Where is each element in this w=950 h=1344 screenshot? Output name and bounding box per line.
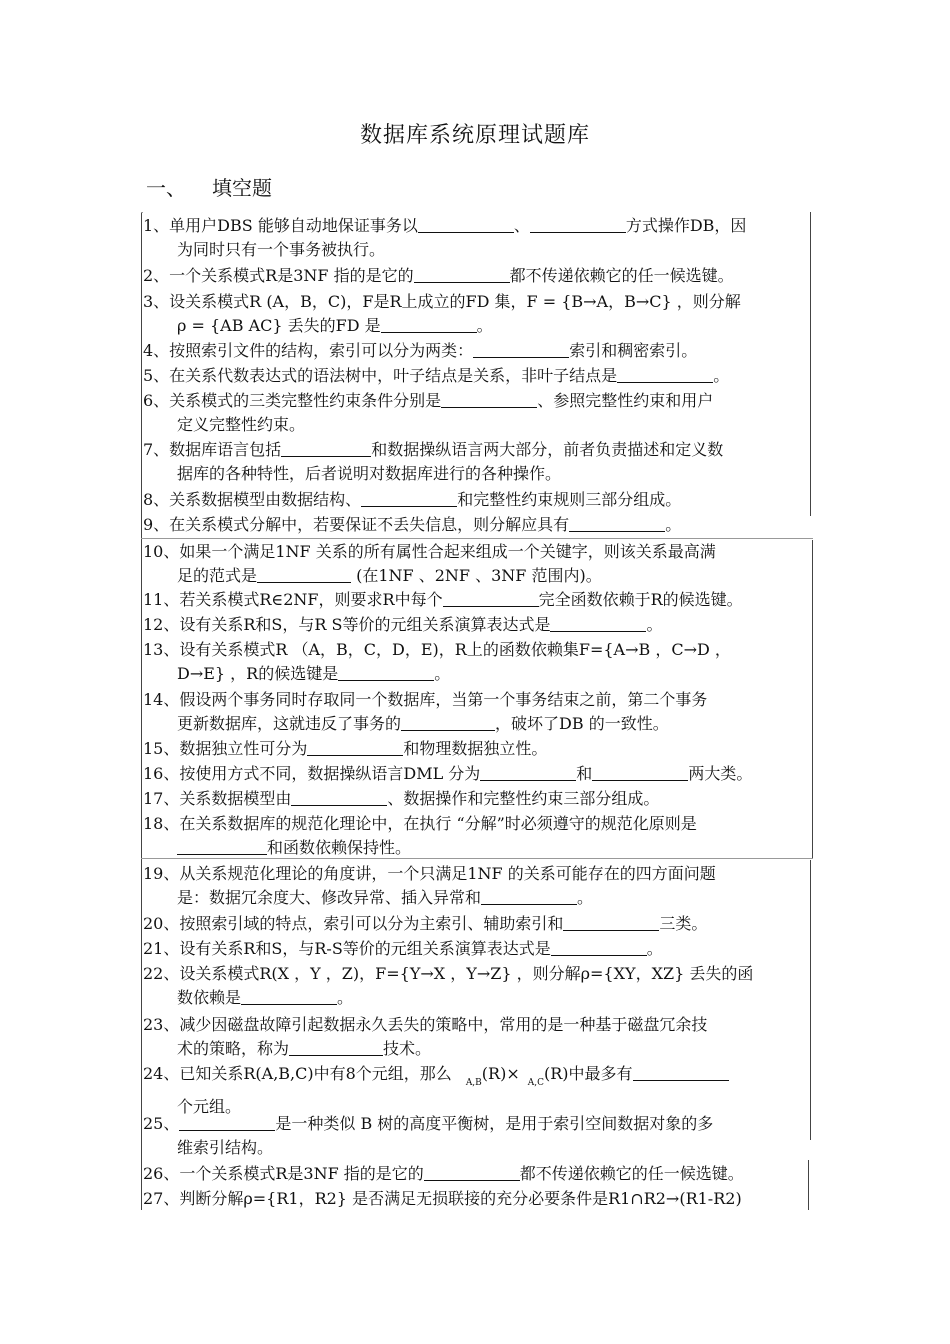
answer-blank[interactable] <box>414 266 510 283</box>
answer-blank[interactable] <box>481 888 577 905</box>
question-6: 6、关系模式的三类完整性约束条件分别是 、参照完整性约束和用户 定义完整性约束。 <box>143 391 714 434</box>
question-22: 22、设关系模式R(X ，Y ，Z)，F={Y→X ，Y→Z} ，则分解ρ={XY，XZ} 丢失的函 数依赖是 。 <box>143 964 754 1007</box>
question-10: 10、如果一个满足1NF 关系的所有属性合起来组成一个关键字，则该关系最高满 足的范式是 (在1NF 、2NF 、3NF 范围内)。 <box>143 542 716 585</box>
answer-blank[interactable] <box>281 440 371 457</box>
answer-blank[interactable] <box>401 714 495 731</box>
answer-blank[interactable] <box>418 216 514 233</box>
answer-blank[interactable] <box>177 838 267 855</box>
question-12: 12、设有关系R和S，与R S等价的元组关系演算表达式是 。 <box>143 615 663 634</box>
page-title: 数据库系统原理试题库 <box>359 123 590 148</box>
question-1: 1、单用户DBS 能够自动地保证事务以 、 方式操作DB，因 为同时只有一个事务被执行。 <box>143 216 747 259</box>
question-17: 17、关系数据模型由 、数据操作和完整性约束三部分组成。 <box>143 789 660 808</box>
question-13: 13、设有关系模式R （A，B，C，D，E)，R上的函数依赖集F={A→B ，C→D ， D→E} ，R的候选键是 。 <box>143 640 731 683</box>
answer-blank[interactable] <box>530 216 626 233</box>
question-20: 20、按照索引域的特点，索引可以分为主索引、辅助索引和 三类。 <box>143 914 708 933</box>
section-heading <box>146 172 272 201</box>
answer-blank[interactable] <box>550 615 646 632</box>
question-24: 24、已知关系R(A,B,C)中有8个元组，那么 $_{A,B}$(R)× $_{A,C}$(R)中最多有 个元组。 <box>143 1062 813 1119</box>
table-border-left <box>141 212 142 1210</box>
answer-blank[interactable] <box>179 1114 275 1131</box>
question-9: 9、在关系模式分解中，若要保证不丢失信息，则分解应具有 。 <box>143 515 682 534</box>
question-23: 23、减少因磁盘故障引起数据永久丢失的策略中，常用的是一种基于磁盘冗余技 术的策略，称为 技术。 <box>143 1015 708 1058</box>
answer-blank[interactable] <box>424 1164 520 1181</box>
answer-blank[interactable] <box>381 316 477 333</box>
question-8: 8、关系数据模型由数据结构、 和完整性约束规则三部分组成。 <box>143 490 682 509</box>
question-7: 7、数据库语言包括 和数据操纵语言两大部分，前者负责描述和定义数 据库的各种特性，后者说明对数据库进行的各种操作。 <box>143 440 724 483</box>
question-14: 14、假设两个事务同时存取同一个数据库，当第一个事务结束之前，第二个事务 更新数据库，这就违反了事务的 ，破坏了DB 的一致性。 <box>143 690 708 733</box>
answer-blank[interactable] <box>473 341 569 358</box>
answer-blank[interactable] <box>443 590 539 607</box>
question-27: 27、判断分解ρ={R1，R2} 是否满足无损联接的充分必要条件是R1∩R2→(R1-R2) <box>143 1189 742 1208</box>
answer-blank[interactable] <box>592 764 688 781</box>
answer-blank[interactable] <box>480 764 576 781</box>
question-19: 19、从关系规范化理论的角度讲，一个只满足1NF 的关系可能存在的四方面问题 是：数据冗余度大、修改异常、插入异常和 。 <box>143 864 716 907</box>
table-border-top <box>141 212 143 213</box>
answer-blank[interactable] <box>569 515 665 532</box>
answer-blank[interactable] <box>338 664 434 681</box>
section-title: 填空题 <box>212 176 272 200</box>
answer-blank[interactable] <box>361 490 457 507</box>
answer-blank[interactable] <box>307 739 403 756</box>
answer-blank[interactable] <box>633 1064 729 1081</box>
question-16: 16、按使用方式不同，数据操纵语言DML 分为 和 两大类。 <box>143 764 753 783</box>
question-25: 25、 是一种类似 B 树的高度平衡树，是用于索引空间数据对象的多 维索引结构。 <box>143 1114 714 1157</box>
question-2: 2、一个关系模式R是3NF 指的是它的 都不传递依赖它的任一候选键。 <box>143 266 734 285</box>
question-15: 15、数据独立性可分为 和物理数据独立性。 <box>143 739 548 758</box>
answer-blank[interactable] <box>563 914 659 931</box>
question-4: 4、按照索引文件的结构，索引可以分为两类： 索引和稠密索引。 <box>143 341 698 360</box>
question-26: 26、一个关系模式R是3NF 指的是它的 都不传递依赖它的任一候选键。 <box>143 1164 744 1183</box>
answer-blank[interactable] <box>289 1039 383 1056</box>
answer-blank[interactable] <box>241 988 337 1005</box>
answer-blank[interactable] <box>441 391 537 408</box>
row-divider <box>141 538 813 539</box>
answer-blank[interactable] <box>617 366 713 383</box>
question-18: 18、在关系数据库的规范化理论中，在执行 “分解”时必须遵守的规范化原则是 和函数依赖保持性。 <box>143 814 697 857</box>
answer-blank[interactable] <box>257 566 351 583</box>
question-3: 3、设关系模式R (A，B，C)，F是R上成立的FD 集，F = {B→A，B→C} ，则分解 ρ = {AB AC} 丢失的FD 是 。 <box>143 292 741 335</box>
question-11: 11、若关系模式R∈2NF，则要求R中每个 完全函数依赖于R的候选键。 <box>143 590 743 609</box>
question-21: 21、设有关系R和S，与R-S等价的元组关系演算表达式是 。 <box>143 939 663 958</box>
section-number: 一、 <box>146 176 186 200</box>
answer-blank[interactable] <box>551 939 647 956</box>
question-5: 5、在关系代数表达式的语法树中，叶子结点是关系，非叶子结点是 。 <box>143 366 730 385</box>
answer-blank[interactable] <box>291 789 387 806</box>
